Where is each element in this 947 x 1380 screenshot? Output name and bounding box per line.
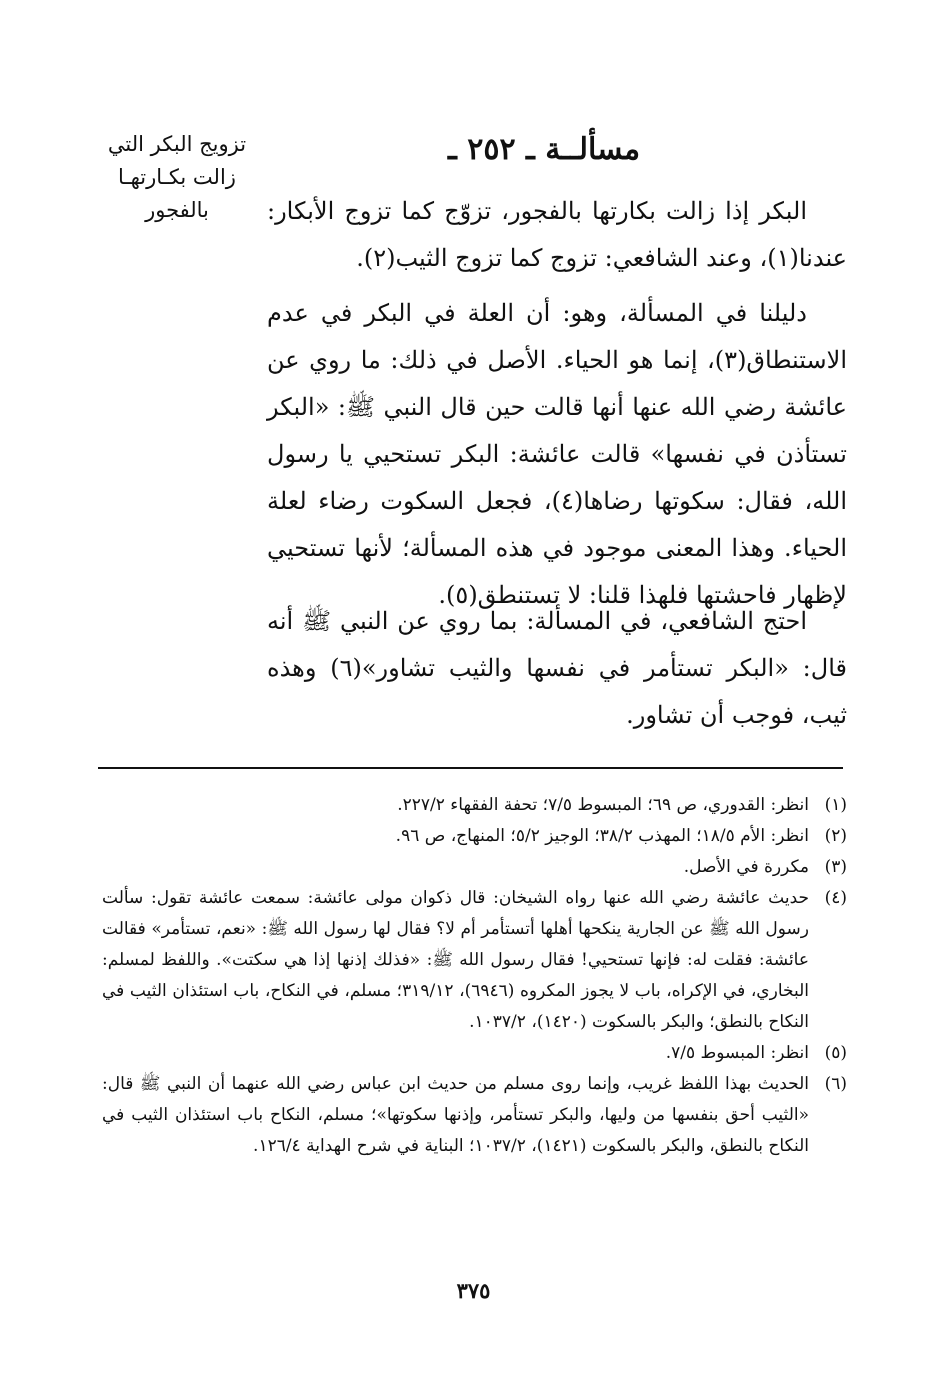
body-paragraph-2: دليلنا في المسألة، وهو: أن العلة في البكر في عدم الاستنطاق(٣)، إنما هو الحياء. الأصل في ذلك: ما روي عن عائشة رضي الله عنها أنها قالت حين قال النبي ﷺ: «البكر تستأذن في نفسها» قالت عائشة: البكر تستحيي يا رسول الله، فقال: سكوتها رضاها(٤)، فجعل السكوت رضاء لعلة الحياء. وهذا المعنى موجود في هذه المسألة؛ لأنها تستحيي لإظهار فاحشتها فلهذا قلنا: لا تستنطق(٥). xyxy=(267,299,848,609)
margin-note-line-3: بالفجور xyxy=(145,198,209,222)
footnote-text: انظر: المبسوط ٧/٥. xyxy=(665,1043,809,1063)
footnotes-section xyxy=(102,790,847,1162)
footnote-4 xyxy=(102,883,847,1038)
footnote-2 xyxy=(102,821,847,852)
footnote-text: مكررة في الأصل. xyxy=(683,857,809,877)
footnote-divider xyxy=(98,767,843,769)
footnote-text: الحديث بهذا اللفظ غريب، وإنما روى مسلم من حديث ابن عباس رضي الله عنهما أن النبي ﷺ قال: «الثيب أحق بنفسها من وليها، والبكر تستأمر، وإذنها سكوتها»؛ مسلم، النكاح باب استئذان الثيب في النكاح بالنطق، والبكر بالسكوت (١٤٢١)، ١٠٣٧/٢؛ البناية في شرح الهداية ١٢٦/٤. xyxy=(102,1074,809,1156)
footnote-number: (٢) xyxy=(824,826,847,846)
issue-title: مسألــة ـ ٢٥٢ ـ xyxy=(447,132,641,167)
margin-topic-note xyxy=(102,128,252,227)
footnote-5 xyxy=(102,1038,847,1069)
body-paragraph-1: البكر إذا زالت بكارتها بالفجور، تزوّج كما تزوج الأبكار: عندنا(١)، وعند الشافعي: تزوج كما تزوج الثيب(٢). xyxy=(267,197,847,272)
footnote-6 xyxy=(102,1069,847,1162)
footnote-number: (٦) xyxy=(824,1074,847,1094)
footnote-text: انظر: القدوري، ص ٦٩؛ المبسوط ٧/٥؛ تحفة الفقهاء ٢٢٧/٢. xyxy=(397,795,809,815)
footnote-text: انظر: الأم ١٨/٥؛ المهذب ٣٨/٢؛ الوجيز ٥/٢؛ المنهاج، ص ٩٦. xyxy=(395,826,809,846)
page-number: ٣٧٥ xyxy=(456,1278,491,1303)
footnote-text: حديث عائشة رضي الله عنها رواه الشيخان: قال ذكوان مولى عائشة: سمعت عائشة تقول: سألت رسول الله ﷺ عن الجارية ينكحها أهلها أتستأمر أم لا؟ فقال لها رسول الله ﷺ: «نعم، تستأمر» فقالت عائشة: فقلت له: فإنها تستحيي! فقال رسول الله ﷺ: «فذلك إذنها إذا هي سكتت». واللفظ لمسلم: البخاري، في الإكراه، باب لا يجوز المكروه (٦٩٤٦)، ٣١٩/١٢؛ مسلم، في النكاح، باب استئذان الثيب في النكاح بالنطق؛ والبكر بالسكوت (١٤٢٠)، ١٠٣٧/٢. xyxy=(102,888,810,1032)
body-paragraph-3: احتج الشافعي، في المسألة: بما روي عن النبي ﷺ أنه قال: «البكر تستأمر في نفسها والثيب تشاور»(٦) وهذه ثيب، فوجب أن تشاور. xyxy=(267,607,847,729)
footnote-number: (٥) xyxy=(824,1043,847,1063)
footnote-number: (٤) xyxy=(824,888,847,908)
footnote-1 xyxy=(102,790,847,821)
margin-note-line-1: تزويج البكر التي xyxy=(107,132,247,156)
footnote-number: (٣) xyxy=(824,857,847,877)
footnote-number: (١) xyxy=(824,795,847,815)
margin-note-line-2: زالت بكـارتهـا xyxy=(118,165,236,189)
footnote-3 xyxy=(102,852,847,883)
